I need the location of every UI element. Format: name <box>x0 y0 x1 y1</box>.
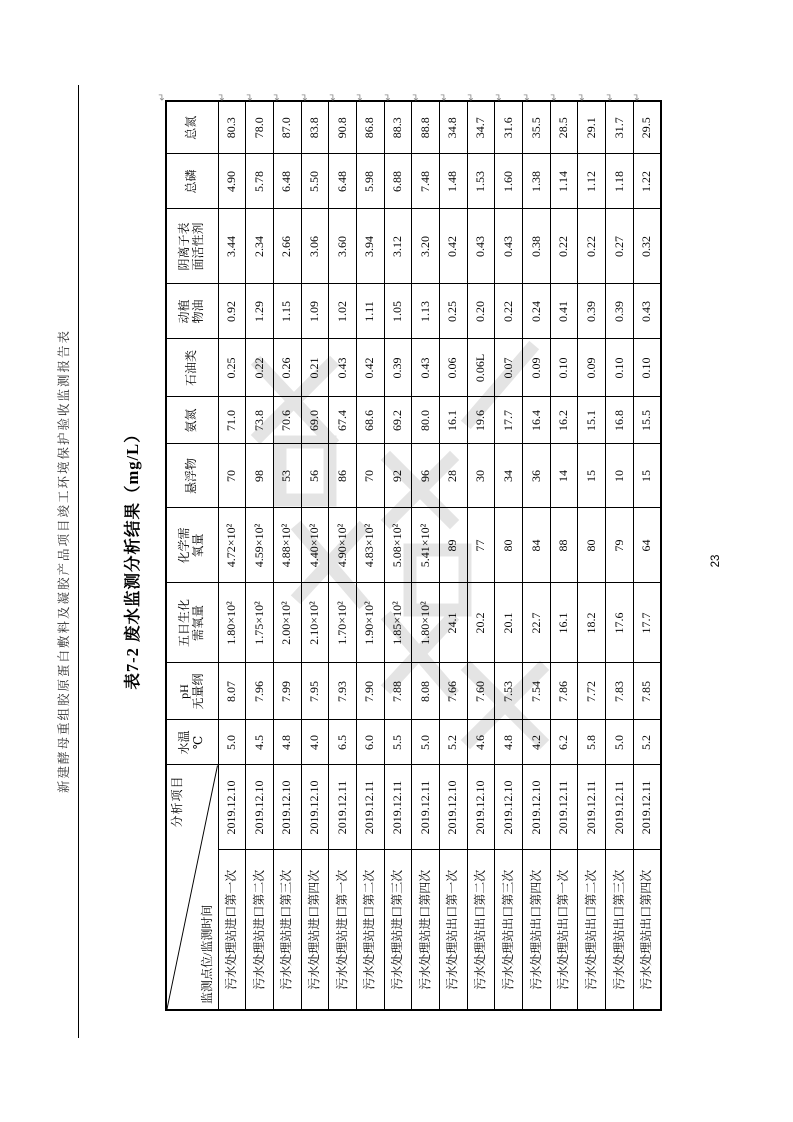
row-end-mark: ↵ <box>328 92 339 101</box>
point-cell: 污水处理站出口第三次 <box>606 850 634 1010</box>
value-cell: 16.1 <box>550 583 578 663</box>
value-cell: 69.2 <box>384 397 412 444</box>
date-cell: 2019.12.10 <box>495 765 523 850</box>
value-cell: 35.5 <box>523 101 551 154</box>
value-cell: 0.42 <box>440 209 468 284</box>
date-cell: 2019.12.11 <box>633 765 661 850</box>
date-cell: 2019.12.11 <box>550 765 578 850</box>
value-cell: 0.22 <box>578 209 606 284</box>
value-cell: 4.72×10² <box>218 508 246 583</box>
value-cell: 36 <box>523 444 551 508</box>
value-cell: 0.10 <box>550 339 578 397</box>
value-cell: 0.43 <box>412 339 440 397</box>
value-cell: 1.90×10² <box>356 583 384 663</box>
value-cell: 15 <box>633 444 661 508</box>
value-cell: 22.7 <box>523 583 551 663</box>
value-cell: 96 <box>412 444 440 508</box>
column-header: 氨氮 <box>166 397 218 444</box>
point-cell: 污水处理站出口第二次 <box>578 850 606 1010</box>
value-cell: 0.09 <box>578 339 606 397</box>
value-cell: 1.02 <box>329 284 357 339</box>
value-cell: 86 <box>329 444 357 508</box>
value-cell: 4.8 <box>495 720 523 765</box>
value-cell: 1.18 <box>606 154 634 209</box>
value-cell: 1.13 <box>412 284 440 339</box>
value-cell: 5.2 <box>440 720 468 765</box>
value-cell: 1.12 <box>578 154 606 209</box>
value-cell: 2.34 <box>246 209 274 284</box>
value-cell: 5.0 <box>606 720 634 765</box>
value-cell: 0.43 <box>329 339 357 397</box>
value-cell: 7.83 <box>606 663 634 720</box>
value-cell: 16.4 <box>523 397 551 444</box>
table-row <box>218 101 246 1010</box>
value-cell: 28.5 <box>550 101 578 154</box>
table-row <box>356 101 384 1010</box>
column-header: 动植 物油 <box>166 284 218 339</box>
value-cell: 15 <box>578 444 606 508</box>
row-end-mark: ↵ <box>355 92 366 101</box>
value-cell: 24.1 <box>440 583 468 663</box>
value-cell: 1.15 <box>273 284 301 339</box>
value-cell: 90.8 <box>329 101 357 154</box>
value-cell: 0.22 <box>550 209 578 284</box>
column-header: pH 无量纲 <box>166 663 218 720</box>
value-cell: 0.27 <box>606 209 634 284</box>
value-cell: 17.7 <box>495 397 523 444</box>
value-cell: 7.72 <box>578 663 606 720</box>
value-cell: 6.5 <box>329 720 357 765</box>
monitoring-table <box>165 100 662 1011</box>
corner-label-item: 分析项目 <box>170 775 184 828</box>
value-cell: 3.20 <box>412 209 440 284</box>
column-header: 阴离子表 面活性剂 <box>166 209 218 284</box>
value-cell: 5.08×10² <box>384 508 412 583</box>
date-cell: 2019.12.10 <box>246 765 274 850</box>
table-title: 表7-2 废水监测分析结果（mg/L） <box>123 425 142 690</box>
value-cell: 6.2 <box>550 720 578 765</box>
date-cell: 2019.12.10 <box>273 765 301 850</box>
value-cell: 1.14 <box>550 154 578 209</box>
value-cell: 16.2 <box>550 397 578 444</box>
value-cell: 98 <box>246 444 274 508</box>
table-row <box>606 101 634 1010</box>
value-cell: 0.06L <box>467 339 495 397</box>
value-cell: 34 <box>495 444 523 508</box>
row-end-mark: ↵ <box>383 92 394 101</box>
point-cell: 污水处理站进口第三次 <box>273 850 301 1010</box>
value-cell: 29.5 <box>633 101 661 154</box>
table-row <box>412 101 440 1010</box>
row-end-mark: ↵ <box>494 92 505 101</box>
value-cell: 0.43 <box>467 209 495 284</box>
date-cell: 2019.12.10 <box>218 765 246 850</box>
column-header: 总氮 <box>166 101 218 154</box>
value-cell: 88.3 <box>384 101 412 154</box>
table-row <box>273 101 301 1010</box>
point-cell: 污水处理站出口第一次 <box>440 850 468 1010</box>
value-cell: 0.21 <box>301 339 329 397</box>
table-row <box>495 101 523 1010</box>
value-cell: 84 <box>523 508 551 583</box>
date-cell: 2019.12.10 <box>523 765 551 850</box>
row-end-mark: ↵ <box>439 92 450 101</box>
value-cell: 0.41 <box>550 284 578 339</box>
row-end-mark: ↵ <box>549 92 560 101</box>
value-cell: 1.75×10² <box>246 583 274 663</box>
value-cell: 4.90×10² <box>329 508 357 583</box>
value-cell: 6.48 <box>329 154 357 209</box>
table-row <box>467 101 495 1010</box>
value-cell: 5.5 <box>384 720 412 765</box>
value-cell: 20.2 <box>467 583 495 663</box>
value-cell: 0.10 <box>606 339 634 397</box>
value-cell: 71.0 <box>218 397 246 444</box>
value-cell: 0.38 <box>523 209 551 284</box>
value-cell: 34.7 <box>467 101 495 154</box>
value-cell: 4.83×10² <box>356 508 384 583</box>
column-header: 总磷 <box>166 154 218 209</box>
value-cell: 80.3 <box>218 101 246 154</box>
point-cell: 污水处理站出口第二次 <box>467 850 495 1010</box>
table-row <box>384 101 412 1010</box>
value-cell: 83.8 <box>301 101 329 154</box>
value-cell: 1.05 <box>384 284 412 339</box>
value-cell: 5.78 <box>246 154 274 209</box>
value-cell: 5.0 <box>218 720 246 765</box>
value-cell: 1.80×10² <box>218 583 246 663</box>
value-cell: 4.0 <box>301 720 329 765</box>
value-cell: 80 <box>578 508 606 583</box>
value-cell: 29.1 <box>578 101 606 154</box>
value-cell: 5.0 <box>412 720 440 765</box>
value-cell: 3.12 <box>384 209 412 284</box>
table-header-row <box>166 101 218 1010</box>
date-cell: 2019.12.11 <box>329 765 357 850</box>
value-cell: 31.6 <box>495 101 523 154</box>
value-cell: 5.8 <box>578 720 606 765</box>
value-cell: 4.90 <box>218 154 246 209</box>
value-cell: 28 <box>440 444 468 508</box>
row-end-mark: ↵ <box>300 92 311 101</box>
value-cell: 20.1 <box>495 583 523 663</box>
value-cell: 3.44 <box>218 209 246 284</box>
point-cell: 污水处理站出口第三次 <box>495 850 523 1010</box>
column-header: 石油类 <box>166 339 218 397</box>
row-end-mark: ↵ <box>522 92 533 101</box>
value-cell: 0.22 <box>495 284 523 339</box>
row-end-mark: ↵ <box>272 92 283 101</box>
value-cell: 31.7 <box>606 101 634 154</box>
row-end-mark: ↵ <box>157 92 168 101</box>
value-cell: 6.88 <box>384 154 412 209</box>
date-cell: 2019.12.10 <box>467 765 495 850</box>
value-cell: 7.86 <box>550 663 578 720</box>
value-cell: 14 <box>550 444 578 508</box>
value-cell: 2.66 <box>273 209 301 284</box>
value-cell: 69.0 <box>301 397 329 444</box>
value-cell: 0.25 <box>218 339 246 397</box>
value-cell: 4.40×10² <box>301 508 329 583</box>
date-cell: 2019.12.11 <box>384 765 412 850</box>
value-cell: 7.66 <box>440 663 468 720</box>
value-cell: 68.6 <box>356 397 384 444</box>
row-end-mark: ↵ <box>245 92 256 101</box>
value-cell: 4.2 <box>523 720 551 765</box>
value-cell: 8.08 <box>412 663 440 720</box>
value-cell: 1.85×10² <box>384 583 412 663</box>
point-cell: 污水处理站进口第四次 <box>301 850 329 1010</box>
value-cell: 89 <box>440 508 468 583</box>
table-row <box>523 101 551 1010</box>
value-cell: 0.09 <box>523 339 551 397</box>
value-cell: 0.22 <box>246 339 274 397</box>
value-cell: 64 <box>633 508 661 583</box>
value-cell: 1.38 <box>523 154 551 209</box>
table-row <box>246 101 274 1010</box>
value-cell: 0.20 <box>467 284 495 339</box>
value-cell: 53 <box>273 444 301 508</box>
date-cell: 2019.12.11 <box>606 765 634 850</box>
value-cell: 16.1 <box>440 397 468 444</box>
value-cell: 0.92 <box>218 284 246 339</box>
value-cell: 7.48 <box>412 154 440 209</box>
table-row <box>329 101 357 1010</box>
value-cell: 70 <box>356 444 384 508</box>
value-cell: 92 <box>384 444 412 508</box>
point-cell: 污水处理站进口第一次 <box>329 850 357 1010</box>
value-cell: 15.1 <box>578 397 606 444</box>
value-cell: 70.6 <box>273 397 301 444</box>
value-cell: 4.8 <box>273 720 301 765</box>
column-header: 悬浮物 <box>166 444 218 508</box>
value-cell: 7.60 <box>467 663 495 720</box>
row-end-mark: ↵ <box>466 92 477 101</box>
value-cell: 5.2 <box>633 720 661 765</box>
value-cell: 30 <box>467 444 495 508</box>
value-cell: 0.43 <box>633 284 661 339</box>
value-cell: 6.48 <box>273 154 301 209</box>
value-cell: 0.24 <box>523 284 551 339</box>
point-cell: 污水处理站出口第四次 <box>633 850 661 1010</box>
value-cell: 0.10 <box>633 339 661 397</box>
value-cell: 1.80×10² <box>412 583 440 663</box>
value-cell: 5.41×10² <box>412 508 440 583</box>
value-cell: 5.98 <box>356 154 384 209</box>
value-cell: 4.6 <box>467 720 495 765</box>
value-cell: 6.0 <box>356 720 384 765</box>
value-cell: 87.0 <box>273 101 301 154</box>
value-cell: 17.7 <box>633 583 661 663</box>
row-end-mark: ↵ <box>217 92 228 101</box>
value-cell: 0.25 <box>440 284 468 339</box>
value-cell: 7.96 <box>246 663 274 720</box>
value-cell: 7.85 <box>633 663 661 720</box>
value-cell: 0.06 <box>440 339 468 397</box>
row-end-mark: ↵ <box>605 92 616 101</box>
value-cell: 1.09 <box>301 284 329 339</box>
point-cell: 污水处理站进口第二次 <box>246 850 274 1010</box>
value-cell: 0.42 <box>356 339 384 397</box>
value-cell: 78.0 <box>246 101 274 154</box>
point-cell: 污水处理站进口第三次 <box>384 850 412 1010</box>
date-cell: 2019.12.10 <box>440 765 468 850</box>
value-cell: 15.5 <box>633 397 661 444</box>
point-cell: 污水处理站进口第一次 <box>218 850 246 1010</box>
value-cell: 0.39 <box>606 284 634 339</box>
value-cell: 5.50 <box>301 154 329 209</box>
value-cell: 17.6 <box>606 583 634 663</box>
column-header: 水温 ℃ <box>166 720 218 765</box>
point-cell: 污水处理站出口第一次 <box>550 850 578 1010</box>
value-cell: 67.4 <box>329 397 357 444</box>
value-cell: 16.8 <box>606 397 634 444</box>
value-cell: 88 <box>550 508 578 583</box>
value-cell: 4.59×10² <box>246 508 274 583</box>
point-cell: 污水处理站进口第四次 <box>412 850 440 1010</box>
value-cell: 3.94 <box>356 209 384 284</box>
value-cell: 0.39 <box>578 284 606 339</box>
point-cell: 污水处理站出口第四次 <box>523 850 551 1010</box>
value-cell: 1.22 <box>633 154 661 209</box>
page-header-text: 新建酵母重组胶原蛋白敷料及凝胶产品项目竣工环境保护验收监测报告表 <box>57 329 71 794</box>
value-cell: 86.8 <box>356 101 384 154</box>
value-cell: 19.6 <box>467 397 495 444</box>
value-cell: 1.11 <box>356 284 384 339</box>
column-header: 化学需 氧量 <box>166 508 218 583</box>
value-cell: 0.32 <box>633 209 661 284</box>
value-cell: 34.8 <box>440 101 468 154</box>
value-cell: 7.53 <box>495 663 523 720</box>
header-rule <box>78 85 79 1038</box>
value-cell: 0.39 <box>384 339 412 397</box>
value-cell: 1.29 <box>246 284 274 339</box>
value-cell: 80 <box>495 508 523 583</box>
value-cell: 56 <box>301 444 329 508</box>
value-cell: 7.95 <box>301 663 329 720</box>
table-row <box>578 101 606 1010</box>
value-cell: 10 <box>606 444 634 508</box>
value-cell: 0.43 <box>495 209 523 284</box>
value-cell: 4.88×10² <box>273 508 301 583</box>
value-cell: 7.93 <box>329 663 357 720</box>
value-cell: 73.8 <box>246 397 274 444</box>
value-cell: 7.54 <box>523 663 551 720</box>
value-cell: 79 <box>606 508 634 583</box>
table-row <box>633 101 661 1010</box>
value-cell: 1.60 <box>495 154 523 209</box>
corner-label-point-time: 监测点位/监测时间 <box>199 904 214 1004</box>
value-cell: 77 <box>467 508 495 583</box>
value-cell: 1.70×10² <box>329 583 357 663</box>
date-cell: 2019.12.11 <box>578 765 606 850</box>
value-cell: 2.00×10² <box>273 583 301 663</box>
value-cell: 3.60 <box>329 209 357 284</box>
value-cell: 4.5 <box>246 720 274 765</box>
page-number: 23 <box>710 554 722 568</box>
value-cell: 1.53 <box>467 154 495 209</box>
value-cell: 0.07 <box>495 339 523 397</box>
value-cell: 2.10×10² <box>301 583 329 663</box>
value-cell: 7.99 <box>273 663 301 720</box>
column-header: 五日生化 需氧量 <box>166 583 218 663</box>
row-end-mark: ↵ <box>411 92 422 101</box>
value-cell: 8.07 <box>218 663 246 720</box>
value-cell: 18.2 <box>578 583 606 663</box>
point-cell: 污水处理站进口第二次 <box>356 850 384 1010</box>
value-cell: 3.06 <box>301 209 329 284</box>
value-cell: 0.26 <box>273 339 301 397</box>
table-row <box>550 101 578 1010</box>
date-cell: 2019.12.10 <box>301 765 329 850</box>
table-row <box>440 101 468 1010</box>
value-cell: 7.88 <box>384 663 412 720</box>
value-cell: 88.8 <box>412 101 440 154</box>
value-cell: 1.48 <box>440 154 468 209</box>
row-end-mark: ↵ <box>577 92 588 101</box>
date-cell: 2019.12.11 <box>356 765 384 850</box>
value-cell: 70 <box>218 444 246 508</box>
date-cell: 2019.12.11 <box>412 765 440 850</box>
corner-cell <box>166 765 218 1010</box>
value-cell: 7.90 <box>356 663 384 720</box>
row-end-mark: ↵ <box>632 92 643 101</box>
value-cell: 80.0 <box>412 397 440 444</box>
table-row <box>301 101 329 1010</box>
